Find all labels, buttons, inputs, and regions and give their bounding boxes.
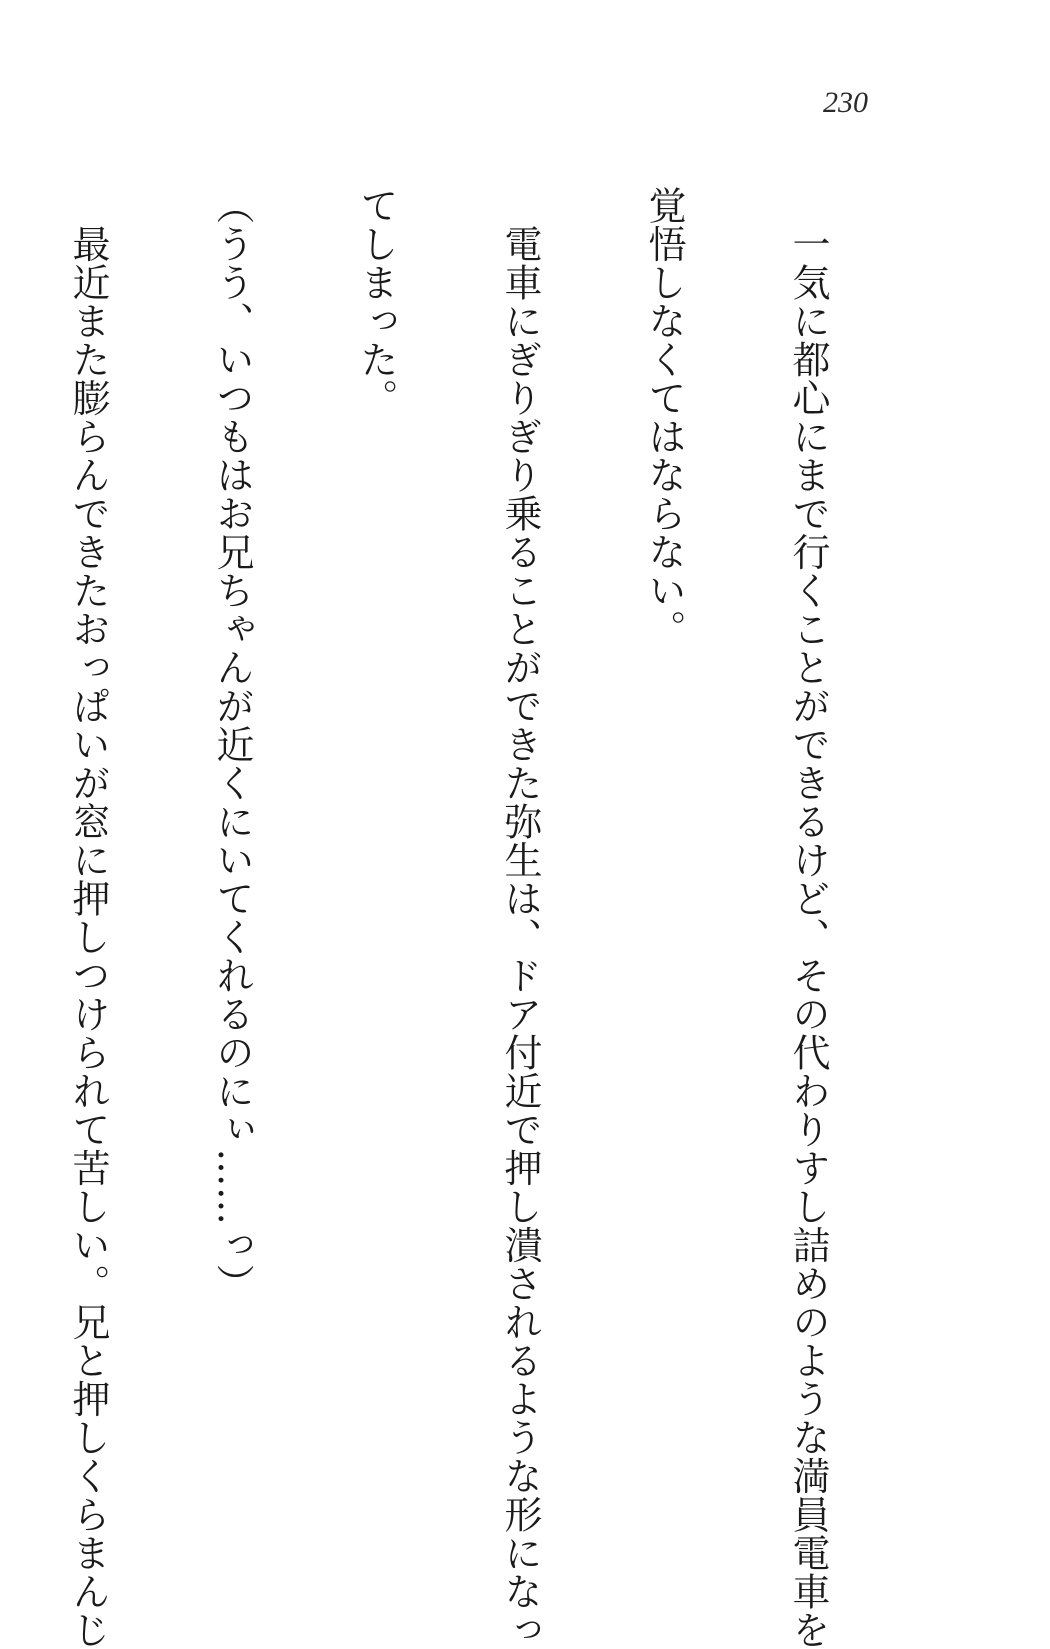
text-line: 一気に都心にまで行くことができるけど、その代わりすし詰めのような満員電車を [786,186,830,1649]
text-line: てしまった。 [354,186,398,417]
text-line: 覚悟しなくてはならない。 [642,186,686,648]
body-text [66,186,928,1649]
text-line: 最近また膨らんできたおっぱいが窓に押しつけられて苦しい。兄と押しくらまんじ [66,186,110,1649]
text-line: （うう、いつもはお兄ちゃんが近くにいてくれるのにぃ……っ） [210,186,254,1303]
text-line: 電車にぎりぎり乗ることができた弥生は、ドア付近で押し潰されるような形になっ [498,186,542,1649]
page-number: 230 [823,86,868,119]
